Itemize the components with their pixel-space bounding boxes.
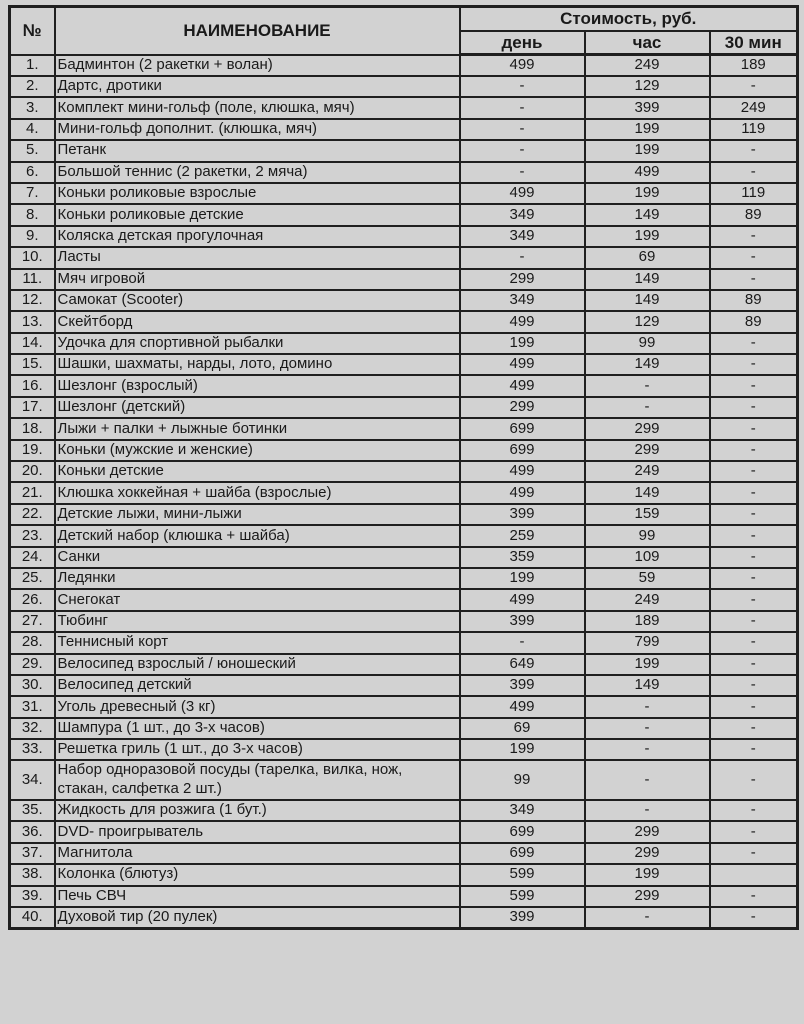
price-hour: 149 <box>585 204 710 225</box>
row-number: 18. <box>10 418 55 439</box>
price-half-hour: - <box>710 800 798 821</box>
price-half-hour: 189 <box>710 55 798 76</box>
price-day: 349 <box>460 204 585 225</box>
item-name: Удочка для спортивной рыбалки <box>55 333 460 354</box>
col-header-name: НАИМЕНОВАНИЕ <box>55 7 460 55</box>
row-number: 37. <box>10 843 55 864</box>
price-hour: 199 <box>585 864 710 885</box>
table-row <box>10 886 798 907</box>
price-day: 299 <box>460 397 585 418</box>
price-hour: 399 <box>585 97 710 118</box>
price-day: - <box>460 632 585 653</box>
table-row <box>10 375 798 396</box>
price-half-hour: - <box>710 375 798 396</box>
table-row <box>10 333 798 354</box>
price-day: 499 <box>460 696 585 717</box>
price-half-hour: - <box>710 589 798 610</box>
row-number: 20. <box>10 461 55 482</box>
table-row <box>10 589 798 610</box>
price-half-hour: 249 <box>710 97 798 118</box>
price-half-hour: - <box>710 739 798 760</box>
price-hour: 249 <box>585 461 710 482</box>
item-name: Шезлонг (детский) <box>55 397 460 418</box>
price-day: 199 <box>460 333 585 354</box>
row-number: 19. <box>10 440 55 461</box>
row-number: 40. <box>10 907 55 928</box>
price-hour: 499 <box>585 162 710 183</box>
price-day: 399 <box>460 675 585 696</box>
row-number: 36. <box>10 821 55 842</box>
price-day: 399 <box>460 504 585 525</box>
row-number: 33. <box>10 739 55 760</box>
price-hour: 99 <box>585 525 710 546</box>
row-number: 22. <box>10 504 55 525</box>
price-day: 699 <box>460 843 585 864</box>
row-number: 5. <box>10 140 55 161</box>
table-row <box>10 907 798 928</box>
price-day: - <box>460 119 585 140</box>
price-day: 399 <box>460 611 585 632</box>
table-row <box>10 226 798 247</box>
price-hour: 199 <box>585 140 710 161</box>
table-header <box>10 7 798 55</box>
price-hour: - <box>585 397 710 418</box>
price-hour: 199 <box>585 654 710 675</box>
price-hour: 129 <box>585 311 710 332</box>
row-number: 25. <box>10 568 55 589</box>
item-name: Мини-гольф дополнит. (клюшка, мяч) <box>55 119 460 140</box>
item-name: Колонка (блютуз) <box>55 864 460 885</box>
price-day: 399 <box>460 907 585 928</box>
price-day: 699 <box>460 821 585 842</box>
price-half-hour: - <box>710 440 798 461</box>
item-name: Шампура (1 шт., до 3-х часов) <box>55 718 460 739</box>
row-number: 10. <box>10 247 55 268</box>
table-row <box>10 568 798 589</box>
price-hour: 149 <box>585 482 710 503</box>
price-day: 649 <box>460 654 585 675</box>
price-hour: 159 <box>585 504 710 525</box>
item-name: Санки <box>55 547 460 568</box>
table-row <box>10 654 798 675</box>
table-row <box>10 800 798 821</box>
price-half-hour: - <box>710 675 798 696</box>
table-row <box>10 739 798 760</box>
row-number: 31. <box>10 696 55 717</box>
row-number: 11. <box>10 269 55 290</box>
table-row <box>10 864 798 885</box>
price-hour: 299 <box>585 821 710 842</box>
price-hour: 799 <box>585 632 710 653</box>
price-half-hour <box>710 864 798 885</box>
price-half-hour: - <box>710 611 798 632</box>
table-row <box>10 247 798 268</box>
price-day: - <box>460 140 585 161</box>
price-day: 499 <box>460 311 585 332</box>
price-hour: 149 <box>585 675 710 696</box>
price-day: 499 <box>460 589 585 610</box>
price-day: 599 <box>460 864 585 885</box>
item-name: Велосипед взрослый / юношеский <box>55 654 460 675</box>
price-half-hour: - <box>710 654 798 675</box>
col-header-number: № <box>10 7 55 55</box>
row-number: 21. <box>10 482 55 503</box>
price-day: 499 <box>460 482 585 503</box>
price-hour: 199 <box>585 119 710 140</box>
table-row <box>10 162 798 183</box>
price-half-hour: 119 <box>710 183 798 204</box>
row-number: 30. <box>10 675 55 696</box>
row-number: 7. <box>10 183 55 204</box>
price-hour: 149 <box>585 354 710 375</box>
row-number: 15. <box>10 354 55 375</box>
price-half-hour: 119 <box>710 119 798 140</box>
price-hour: 249 <box>585 589 710 610</box>
table-row <box>10 696 798 717</box>
price-hour: 129 <box>585 76 710 97</box>
item-name: Самокат (Scooter) <box>55 290 460 311</box>
row-number: 17. <box>10 397 55 418</box>
item-name: Скейтборд <box>55 311 460 332</box>
table-row <box>10 760 798 800</box>
table-row <box>10 525 798 546</box>
price-half-hour: - <box>710 226 798 247</box>
price-day: 599 <box>460 886 585 907</box>
price-day: 349 <box>460 226 585 247</box>
table-row <box>10 611 798 632</box>
price-day: 299 <box>460 269 585 290</box>
price-hour: 99 <box>585 333 710 354</box>
price-half-hour: - <box>710 547 798 568</box>
row-number: 8. <box>10 204 55 225</box>
item-name: Клюшка хоккейная + шайба (взрослые) <box>55 482 460 503</box>
price-table-body <box>10 55 798 929</box>
item-name: Мяч игровой <box>55 269 460 290</box>
row-number: 26. <box>10 589 55 610</box>
table-row <box>10 843 798 864</box>
price-half-hour: - <box>710 821 798 842</box>
col-header-day: день <box>460 31 585 55</box>
item-name: Большой теннис (2 ракетки, 2 мяча) <box>55 162 460 183</box>
item-name: Коляска детская прогулочная <box>55 226 460 247</box>
item-name: Коньки (мужские и женские) <box>55 440 460 461</box>
item-name: Детский набор (клюшка + шайба) <box>55 525 460 546</box>
row-number: 14. <box>10 333 55 354</box>
price-day: - <box>460 247 585 268</box>
price-day: 359 <box>460 547 585 568</box>
row-number: 6. <box>10 162 55 183</box>
price-day: 259 <box>460 525 585 546</box>
row-number: 28. <box>10 632 55 653</box>
row-number: 32. <box>10 718 55 739</box>
price-day: 349 <box>460 800 585 821</box>
col-header-hour: час <box>585 31 710 55</box>
item-name: Решетка гриль (1 шт., до 3-х часов) <box>55 739 460 760</box>
table-row <box>10 290 798 311</box>
row-number: 16. <box>10 375 55 396</box>
row-number: 35. <box>10 800 55 821</box>
row-number: 4. <box>10 119 55 140</box>
table-row <box>10 675 798 696</box>
price-half-hour: - <box>710 696 798 717</box>
table-row <box>10 269 798 290</box>
row-number: 34. <box>10 760 55 800</box>
price-day: 499 <box>460 375 585 396</box>
item-name: Печь СВЧ <box>55 886 460 907</box>
price-hour: 299 <box>585 886 710 907</box>
price-hour: 189 <box>585 611 710 632</box>
price-hour: - <box>585 739 710 760</box>
row-number: 39. <box>10 886 55 907</box>
price-hour: 199 <box>585 226 710 247</box>
table-row <box>10 397 798 418</box>
price-day: - <box>460 162 585 183</box>
row-number: 12. <box>10 290 55 311</box>
price-hour: 59 <box>585 568 710 589</box>
price-half-hour: - <box>710 718 798 739</box>
item-name: Петанк <box>55 140 460 161</box>
price-half-hour: - <box>710 461 798 482</box>
price-day: 349 <box>460 290 585 311</box>
price-half-hour: - <box>710 525 798 546</box>
price-hour: - <box>585 907 710 928</box>
price-day: 499 <box>460 55 585 76</box>
price-half-hour: - <box>710 247 798 268</box>
table-row <box>10 97 798 118</box>
price-hour: 199 <box>585 183 710 204</box>
row-number: 1. <box>10 55 55 76</box>
item-name: Детские лыжи, мини-лыжи <box>55 504 460 525</box>
price-hour: 69 <box>585 247 710 268</box>
price-day: 499 <box>460 461 585 482</box>
price-day: - <box>460 97 585 118</box>
price-half-hour: - <box>710 843 798 864</box>
table-row <box>10 504 798 525</box>
item-name: Тюбинг <box>55 611 460 632</box>
row-number: 38. <box>10 864 55 885</box>
item-name: Духовой тир (20 пулек) <box>55 907 460 928</box>
table-row <box>10 632 798 653</box>
price-half-hour: - <box>710 162 798 183</box>
table-row <box>10 418 798 439</box>
price-day: 699 <box>460 418 585 439</box>
price-half-hour: - <box>710 482 798 503</box>
price-hour: - <box>585 718 710 739</box>
price-half-hour: - <box>710 907 798 928</box>
price-day: - <box>460 76 585 97</box>
price-day: 199 <box>460 568 585 589</box>
item-name: Шезлонг (взрослый) <box>55 375 460 396</box>
price-half-hour: - <box>710 760 798 800</box>
price-hour: 299 <box>585 843 710 864</box>
row-number: 9. <box>10 226 55 247</box>
price-hour: 299 <box>585 418 710 439</box>
table-row <box>10 821 798 842</box>
price-hour: - <box>585 375 710 396</box>
price-hour: 299 <box>585 440 710 461</box>
table-row <box>10 547 798 568</box>
table-row <box>10 119 798 140</box>
row-number: 27. <box>10 611 55 632</box>
price-day: 699 <box>460 440 585 461</box>
table-row <box>10 55 798 76</box>
table-row <box>10 354 798 375</box>
price-hour: 109 <box>585 547 710 568</box>
row-number: 24. <box>10 547 55 568</box>
col-header-half-hour: 30 мин <box>710 31 798 55</box>
row-number: 13. <box>10 311 55 332</box>
item-name: Ласты <box>55 247 460 268</box>
price-hour: - <box>585 696 710 717</box>
item-name: Коньки детские <box>55 461 460 482</box>
price-hour: - <box>585 760 710 800</box>
price-day: 499 <box>460 354 585 375</box>
price-day: 199 <box>460 739 585 760</box>
price-half-hour: - <box>710 397 798 418</box>
item-name: Уголь древесный (3 кг) <box>55 696 460 717</box>
price-half-hour: 89 <box>710 204 798 225</box>
item-name: Коньки роликовые детские <box>55 204 460 225</box>
price-day: 499 <box>460 183 585 204</box>
table-row <box>10 482 798 503</box>
price-day: 69 <box>460 718 585 739</box>
price-half-hour: - <box>710 76 798 97</box>
price-half-hour: 89 <box>710 290 798 311</box>
price-hour: 149 <box>585 269 710 290</box>
item-name: Комплект мини-гольф (поле, клюшка, мяч) <box>55 97 460 118</box>
table-row <box>10 311 798 332</box>
price-half-hour: - <box>710 504 798 525</box>
item-name: Снегокат <box>55 589 460 610</box>
price-half-hour: - <box>710 354 798 375</box>
row-number: 3. <box>10 97 55 118</box>
item-name: Теннисный корт <box>55 632 460 653</box>
item-name: Жидкость для розжига (1 бут.) <box>55 800 460 821</box>
table-row <box>10 718 798 739</box>
item-name: DVD- проигрыватель <box>55 821 460 842</box>
row-number: 2. <box>10 76 55 97</box>
price-table <box>8 5 799 930</box>
item-name: Магнитола <box>55 843 460 864</box>
item-name: Коньки роликовые взрослые <box>55 183 460 204</box>
price-hour: 149 <box>585 290 710 311</box>
price-half-hour: - <box>710 632 798 653</box>
table-row <box>10 204 798 225</box>
item-name: Дартс, дротики <box>55 76 460 97</box>
col-header-cost: Стоимость, руб. <box>460 7 798 31</box>
price-half-hour: - <box>710 886 798 907</box>
item-name: Шашки, шахматы, нарды, лото, домино <box>55 354 460 375</box>
item-name: Набор одноразовой посуды (тарелка, вилка, нож, стакан, салфетка 2 шт.) <box>55 760 460 800</box>
table-row <box>10 140 798 161</box>
price-half-hour: 89 <box>710 311 798 332</box>
price-hour: - <box>585 800 710 821</box>
price-half-hour: - <box>710 568 798 589</box>
price-hour: 249 <box>585 55 710 76</box>
table-row <box>10 76 798 97</box>
price-half-hour: - <box>710 140 798 161</box>
price-day: 99 <box>460 760 585 800</box>
item-name: Велосипед детский <box>55 675 460 696</box>
price-half-hour: - <box>710 418 798 439</box>
table-row <box>10 440 798 461</box>
item-name: Бадминтон (2 ракетки + волан) <box>55 55 460 76</box>
price-half-hour: - <box>710 333 798 354</box>
price-half-hour: - <box>710 269 798 290</box>
row-number: 23. <box>10 525 55 546</box>
row-number: 29. <box>10 654 55 675</box>
item-name: Лыжи + палки + лыжные ботинки <box>55 418 460 439</box>
table-row <box>10 461 798 482</box>
table-row <box>10 183 798 204</box>
item-name: Ледянки <box>55 568 460 589</box>
